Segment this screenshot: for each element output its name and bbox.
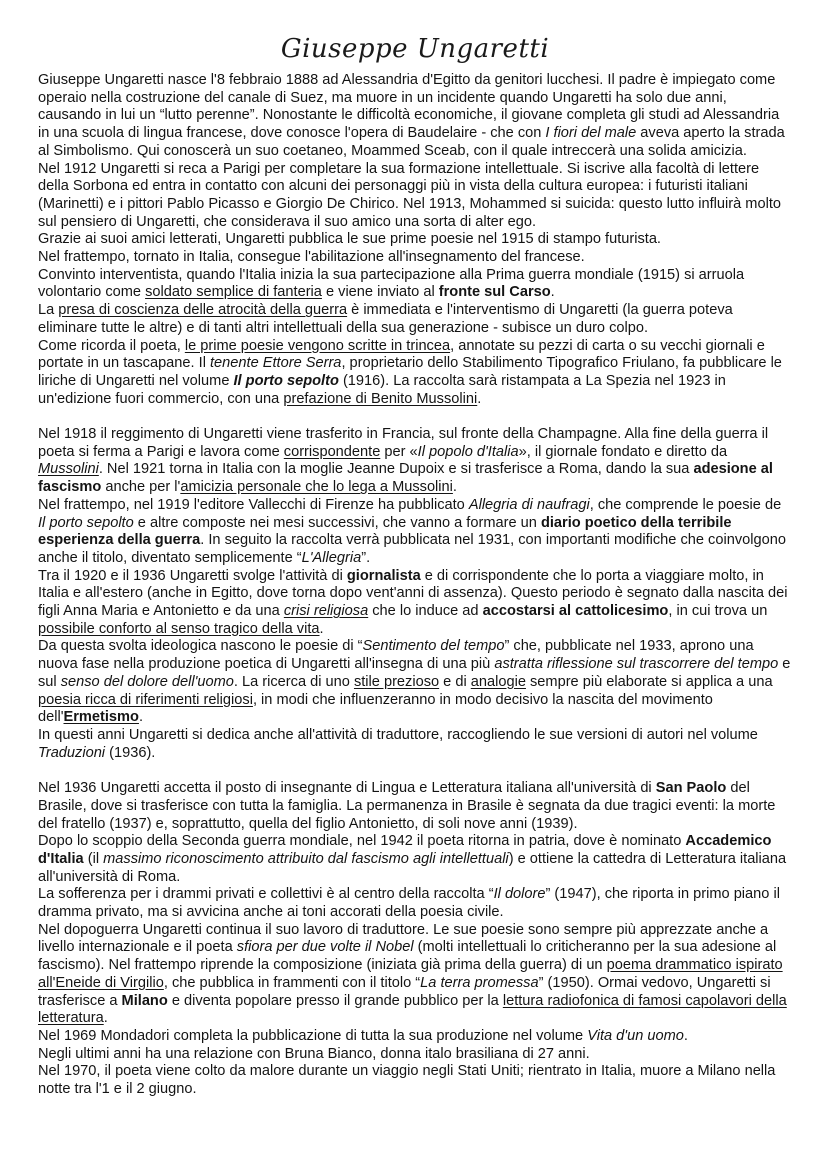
paragraph-death: Nel 1970, il poeta viene colto da malore durante un viaggio negli Stati Uniti; rientrato in Italia, muore a Milano nella notte tra l'1 e il 2 giugno. xyxy=(38,1063,776,1098)
paragraph-il-dolore: La sofferenza per i drammi privati e collettivi è al centro della raccolta “Il dolore” (1947), che riporta in primo piano il dramma privato, ma si avvicina anche ai toni accorati della poesia civile. xyxy=(38,886,780,921)
paragraph-first-poems: Grazie ai suoi amici letterati, Ungaretti pubblica le sue prime poesie nel 1915 di stampo futurista. xyxy=(38,231,661,248)
paragraph-trench-poems: Come ricorda il poeta, le prime poesie vengono scritte in trincea, annotate su pezzi di carta o su vecchi giornali e portate in un tascapane. Il tenente Ettore Serra, proprietario dello Stabilimento Tipografico Friulano, fa pubblicare le liriche di Ungaretti nel volume Il porto sepolto (1916). La raccolta sarà ristampata a La Spezia nel 1923 in un'edizione fuori commercio, con una prefazione di Benito Mussolini. xyxy=(38,337,782,407)
paragraph-postwar: Nel dopoguerra Ungaretti continua il suo lavoro di traduttore. Le sue poesie sono sempre più apprezzate anche a livello internazionale e il poeta sfiora per due volte il Nobel (molti intellettuali lo criticheranno per la sua adesione al fascismo). Nel frattempo riprende la composizione (iniziata già prima della guerra) di un poema drammatico ispirato all'Eneide di Virgilio, che pubblica in frammenti con il titolo “La terra promessa” (1950). Ormai vedovo, Ungaretti si trasferisce a Milano e diventa popolare presso il grande pubblico per la lettura radiofonica di famosi capolavori della letteratura. xyxy=(38,921,787,1027)
page-title: Giuseppe Ungaretti xyxy=(280,34,550,64)
paragraph-gap xyxy=(38,762,792,780)
paragraph-paris: Nel 1912 Ungaretti si reca a Parigi per completare la sua formazione intellettuale. Si iscrive alla facoltà di lettere della Sorbona ed entra in contatto con alcuni dei personaggi più in vista della cultura europea: i futuristi italiani (Marinetti) e i pittori Pablo Picasso e Giorgio De Chirico. Nel 1913, Mohammed si suicida: questo lutto influirà molto sul pensiero di Ungaretti, che considerava il suo amico una sorta di alter ego. xyxy=(38,160,781,230)
paragraph-brazil: Nel 1936 Ungaretti accetta il posto di insegnante di Lingua e Letteratura italiana all'università di San Paolo del Brasile, dove si trasferisce con tutta la famiglia. La permanenza in Brasile è segnata da due tragici eventi: la morte del fratello (1937) e, soprattutto, quella del figlio Antonietto, di soli nove anni (1939). xyxy=(38,780,776,832)
paragraph-sentimento: Da questa svolta ideologica nascono le poesie di “Sentimento del tempo” che, pubblicate nel 1933, aprono una nuova fase nella produzione poetica di Ungaretti all'insegna di una più astratta riflessione sul trascorrere del tempo e sul senso del dolore dell'uomo. La ricerca di uno stile prezioso e di analogie sempre più elaborate si applica a una poesia ricca di riferimenti religiosi, in modi che influenzeranno in modo decisivo la nascita del movimento dell'Ermetismo. xyxy=(38,638,791,726)
paragraph-1918: Nel 1918 il reggimento di Ungaretti viene trasferito in Francia, sul fronte della Champagne. Alla fine della guerra il poeta si ferma a Parigi e lavora come corrispondente per «Il popolo d'Italia», il giornale fondato e diretto da Mussolini. Nel 1921 torna in Italia con la moglie Jeanne Dupoix e si trasferisce a Roma, dando la sua adesione al fascismo anche per l'amicizia personale che lo lega a Mussolini. xyxy=(38,426,773,496)
paragraph-return-italy: Nel frattempo, tornato in Italia, consegue l'abilitazione all'insegnamento del francese. xyxy=(38,249,585,266)
paragraph-vita-d-un-uomo: Nel 1969 Mondadori completa la pubblicazione di tutta la sua produzione nel volume Vita d'un uomo. xyxy=(38,1027,688,1044)
paragraph-gap xyxy=(38,408,792,426)
paragraph-birth: Giuseppe Ungaretti nasce l'8 febbraio 1888 ad Alessandria d'Egitto da genitori lucchesi. Il padre è impiegato come operaio nella costruzione del canale di Suez, ma muore in un incidente quando Ungaretti ha solo due anni, causando in lui un “lutto perenne”. Nonostante le difficoltà economiche, il giovane completa gli studi ad Alessandria in una scuola di lingua francese, dove conosce l'opera di Baudelaire - che con I fiori del male aveva aperto la strada al Simbolismo. Qui conoscerà un suo coetaneo, Moammed Sceab, con il quale intreccerà una solida amicizia. xyxy=(38,72,785,159)
paragraph-accademico: Dopo lo scoppio della Seconda guerra mondiale, nel 1942 il poeta ritorna in patria, dove è nominato Accademico d'Italia (il massimo riconoscimento attribuito dal fascismo agli intellettuali) e ottiene la cattedra di Letteratura italiana all'università di Roma. xyxy=(38,833,787,885)
paragraph-volunteer: Convinto interventista, quando l'Italia inizia la sua partecipazione alla Prima guerra mondiale (1915) si arruola volontario come soldato semplice di fanteria e viene inviato al fronte sul Carso. xyxy=(38,266,745,301)
paragraph-last-years: Negli ultimi anni ha una relazione con Bruna Bianco, donna italo brasiliana di 27 anni. xyxy=(38,1045,590,1062)
paragraph-war-awareness: La presa di coscienza delle atrocità della guerra è immediata e l'interventismo di Ungaretti (la guerra poteva eliminare tutte le altre) e di tanti altri intellettuali della sua generazione - subisce un duro colpo. xyxy=(38,302,733,336)
paragraph-allegria: Nel frattempo, nel 1919 l'editore Vallecchi di Firenze ha pubblicato Allegria di naufragi, che comprende le poesie de Il porto sepolto e altre composte nei mesi successivi, che vanno a formare un diario poetico della terribile esperienza della guerra. In seguito la raccolta verrà pubblicata nel 1931, con importanti modifiche che coinvolgono anche il titolo, diventato semplicemente “L'Allegria”. xyxy=(38,496,786,566)
paragraph-journalist: Tra il 1920 e il 1936 Ungaretti svolge l'attività di giornalista e di corrispondente che lo porta a viaggiare molto, in Italia e all'estero (anche in Egitto, dove torna dopo vent'anni di assenza). Questo periodo è segnato dalla nascita dei figli Anna Maria e Antonietto e da una crisi religiosa che lo induce ad accostarsi al cattolicesimo, in cui trova un possibile conforto al senso tragico della vita. xyxy=(38,567,788,637)
paragraph-translations: In questi anni Ungaretti si dedica anche all'attività di traduttore, raccogliendo le sue versioni di autori nel volume Traduzioni (1936). xyxy=(38,727,758,761)
